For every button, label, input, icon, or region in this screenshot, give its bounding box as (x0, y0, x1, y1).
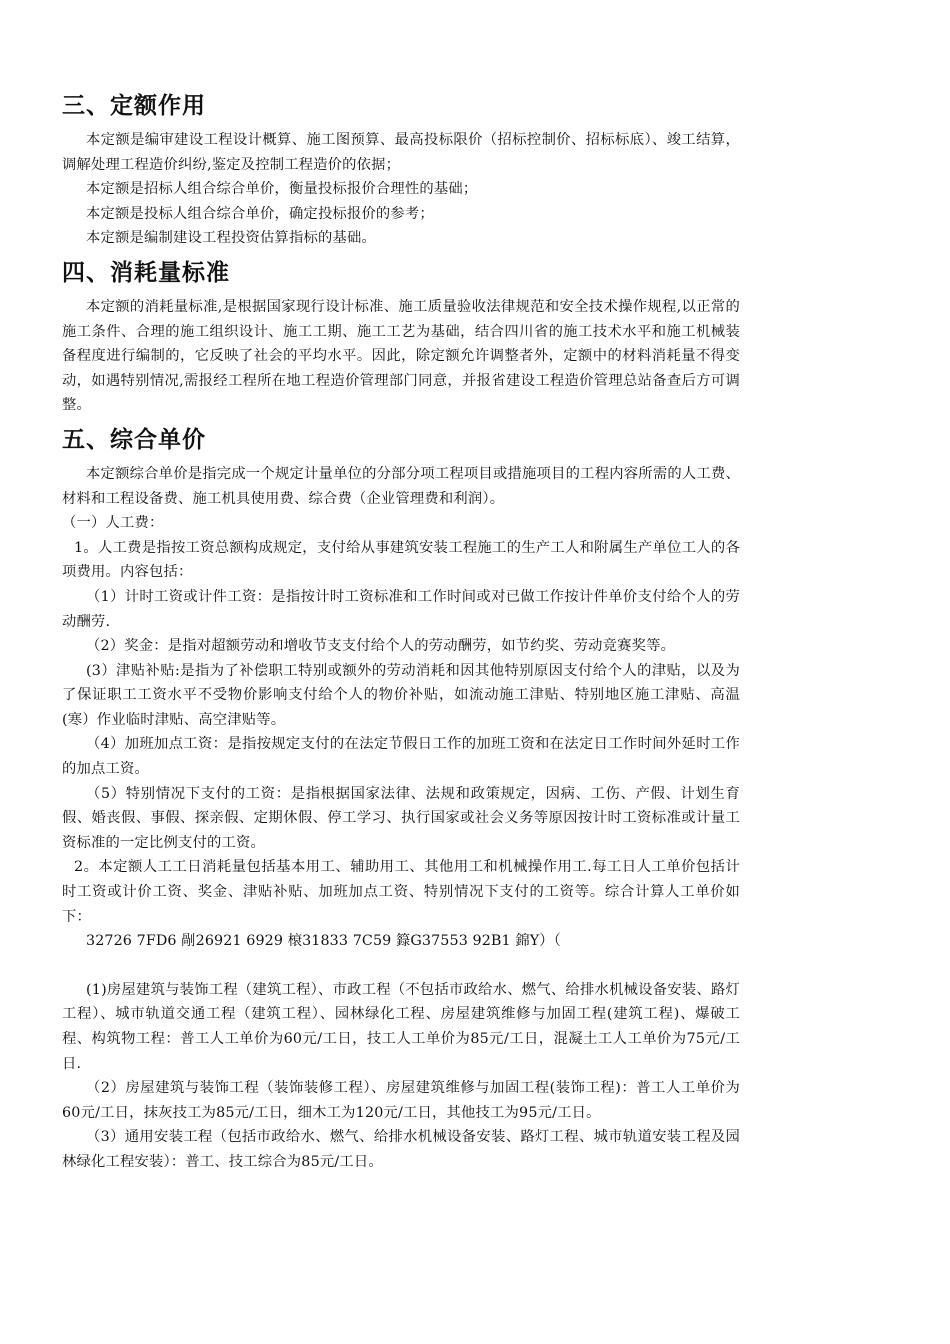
section-body-unit-price (62, 462, 740, 1175)
paragraph: 本定额是编审建设工程设计概算、施工图预算、最高投标限价（招标控制价、招标标底）、竣工结算，调解处理工程造价纠纷,鉴定及控制工程造价的依据； (62, 132, 740, 173)
list-item: （5）特别情况下支付的工资：是指根据国家法律、法规和政策规定，因病、工伤、产假、计划生育假、婚丧假、事假、探亲假、定期休假、停工学习、执行国家或社会义务等原因按计时工资标准或计量工资标准的一定比例支付的工资。 (62, 785, 740, 851)
list-item: （3）通用安装工程（包括市政给水、燃气、给排水机械设备安装、路灯工程、城市轨道安装工程及园林绿化工程安装）：普工、技工综合为85元/工日。 (62, 1129, 740, 1170)
paragraph: 本定额是招标人组合综合单价，衡量投标报价合理性的基础； (86, 181, 478, 198)
section-heading-quota-role: 三、定额作用 (62, 93, 206, 119)
list-item: (3）津贴补贴:是指为了补偿职工特别或额外的劳动消耗和因其他特别原因支付给个人的津贴，以及为了保证职工工资水平不受物价影响支付给个人的物价补贴，如流动施工津贴、特别地区施工津贴、高温(寒）作业临时津贴、高空津贴等。 (62, 662, 740, 728)
section-body-quota-role (62, 128, 740, 251)
blank-line (62, 954, 740, 978)
list-item: （1）计时工资或计件工资：是指按计时工资标准和工作时间或对已做工作按计件单价支付给个人的劳动酬劳. (62, 588, 740, 630)
list-item: 2。本定额人工工日消耗量包括基本用工、辅助用工、其他用工和机械操作用工.每工日人工单价包括计时工资或计价工资、奖金、津贴补贴、加班加点工资、特别情况下支付的工资等。综合计算人工单价如下： (62, 859, 740, 925)
subheading-labor-cost: （一）人工费： (62, 515, 164, 532)
paragraph: 本定额是编制建设工程投资估算指标的基础。 (86, 230, 376, 247)
list-item: （2）奖金：是指对超额劳动和增收节支支付给个人的劳动酬劳，如节约奖、劳动竞赛奖等。 (86, 638, 676, 655)
section-body-consumption-standard (62, 295, 740, 418)
paragraph: 本定额综合单价是指完成一个规定计量单位的分部分项工程项目或措施项目的工程内容所需的人工费、材料和工程设备费、施工机具使用费、综合费（企业管理费和利润）。 (62, 465, 740, 507)
list-item: （4）加班加点工资：是指按规定支付的在法定节假日工作的加班工资和在法定日工作时间外延时工作的加点工资。 (62, 736, 740, 778)
paragraph: 本定额是投标人组合综合单价，确定投标报价的参考； (86, 205, 434, 222)
list-item: 1。人工费是指按工资总额构成规定，支付给从事建筑安装工程施工的生产工人和附属生产单位工人的各项费用。内容包括： (62, 539, 740, 581)
list-item: （2）房屋建筑与装饰工程（装饰装修工程）、房屋建筑维修与加固工程(装饰工程)：普工人工单价为60元/工日，抹灰技工为85元/工日，细木工为120元/工日，其他技工为95元/工日。 (62, 1080, 740, 1121)
section-heading-unit-price: 五、综合单价 (62, 426, 206, 453)
garbled-code-line: 32726 7FD6 剮26921 6929 榱31833 7C59 籙G37553 92B1 錦Y）（ (86, 933, 561, 950)
paragraph: 本定额的消耗量标准,是根据国家现行设计标准、施工质量验收法律规范和安全技术操作规程,以正常的施工条件、合理的施工组织设计、施工工期、施工工艺为基础，结合四川省的施工技术水平和施工机械装备程度进行编制的，它反映了社会的平均水平。因此，除定额允许调整者外，定额中的材料消耗量不得变动，如遇特别情况,需报经工程所在地工程造价管理部门同意，并报省建设工程造价管理总站备查后方可调整。 (62, 298, 740, 414)
list-item: (1)房屋建筑与装饰工程（建筑工程）、市政工程（不包括市政给水、燃气、给排水机械设备安装、路灯工程）、城市轨道交通工程（建筑工程）、园林绿化工程、房屋建筑维修与加固工程(建筑工程)、爆破工程、构筑物工程：普工人工单价为60元/工日，技工人工单价为85元/工日，混凝土工人工单价为75元/工日. (62, 981, 740, 1072)
section-heading-consumption-standard: 四、消耗量标准 (62, 259, 230, 286)
